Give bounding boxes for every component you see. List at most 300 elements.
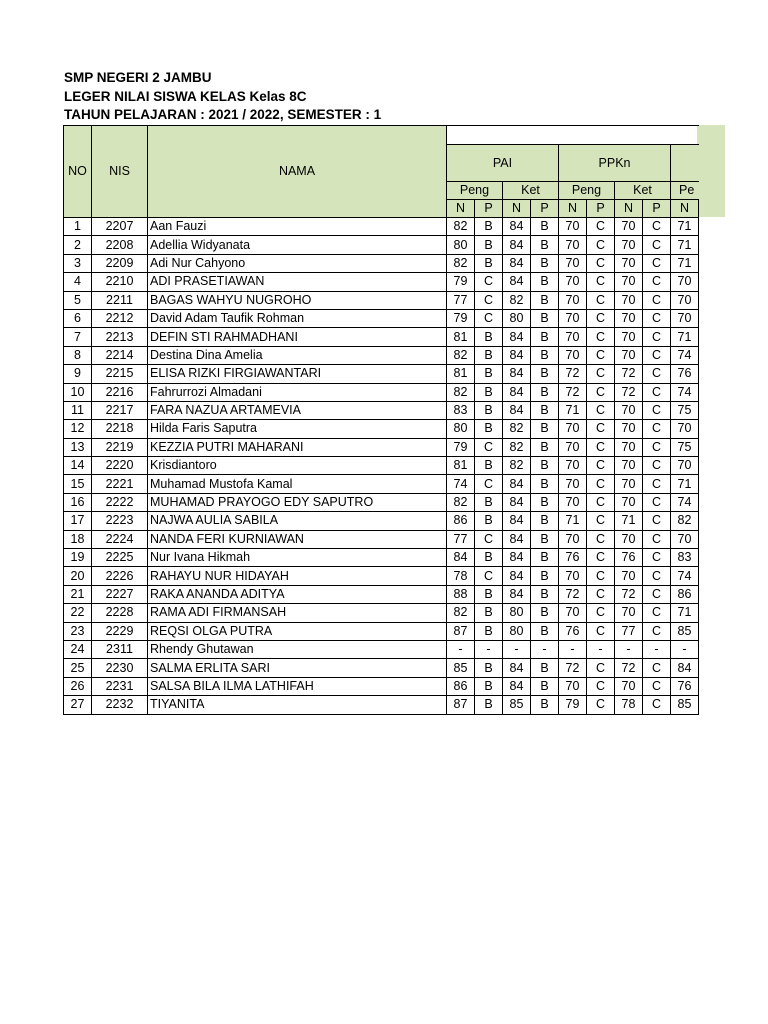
cell-ppkn-ket-n: 70 xyxy=(615,493,643,511)
cell-pai-ket-n: 84 xyxy=(503,383,531,401)
grade-table xyxy=(63,125,699,715)
cell-nama: RAHAYU NUR HIDAYAH xyxy=(148,567,447,585)
cell-pai-ket-n: 80 xyxy=(503,309,531,327)
cell-next-peng-n: 85 xyxy=(671,622,699,640)
cell-ppkn-peng-n: 76 xyxy=(559,622,587,640)
cell-ppkn-ket-n: 70 xyxy=(615,346,643,364)
cell-pai-peng-n: 85 xyxy=(447,659,475,677)
cell-ppkn-peng-p: C xyxy=(587,328,615,346)
cell-ppkn-ket-n: 70 xyxy=(615,530,643,548)
cell-next-peng-n: 70 xyxy=(671,457,699,475)
cell-ppkn-peng-p: - xyxy=(587,640,615,658)
table-row xyxy=(64,365,699,383)
cell-ppkn-ket-n: 70 xyxy=(615,677,643,695)
cell-nama: Adi Nur Cahyono xyxy=(148,254,447,272)
cell-ppkn-peng-p: C xyxy=(587,475,615,493)
cell-ppkn-ket-n: 70 xyxy=(615,273,643,291)
cell-pai-ket-n: 84 xyxy=(503,493,531,511)
cell-pai-ket-p: B xyxy=(531,420,559,438)
header-peng-clipped: Pe xyxy=(671,182,699,200)
cell-pai-peng-p: B xyxy=(475,236,503,254)
header-n: N xyxy=(615,200,643,218)
header-nis: NIS xyxy=(92,126,148,218)
cell-pai-ket-p: B xyxy=(531,677,559,695)
cell-ppkn-ket-p: C xyxy=(643,512,671,530)
cell-pai-peng-n: 87 xyxy=(447,622,475,640)
cell-ppkn-peng-n: 70 xyxy=(559,346,587,364)
cell-pai-peng-p: C xyxy=(475,438,503,456)
cell-ppkn-ket-p: C xyxy=(643,549,671,567)
cell-pai-peng-p: B xyxy=(475,493,503,511)
table-row xyxy=(64,438,699,456)
cell-next-peng-n: 74 xyxy=(671,567,699,585)
cell-pai-peng-p: B xyxy=(475,383,503,401)
cell-nama: SALSA BILA ILMA LATHIFAH xyxy=(148,677,447,695)
cell-ppkn-peng-p: C xyxy=(587,236,615,254)
cell-ppkn-ket-p: C xyxy=(643,659,671,677)
cell-pai-ket-n: 82 xyxy=(503,457,531,475)
cell-pai-peng-n: 81 xyxy=(447,365,475,383)
cell-pai-peng-n: 74 xyxy=(447,475,475,493)
cell-pai-ket-p: B xyxy=(531,457,559,475)
cell-pai-peng-p: B xyxy=(475,457,503,475)
cell-pai-peng-p: B xyxy=(475,696,503,714)
cell-ppkn-peng-p: C xyxy=(587,622,615,640)
cell-ppkn-peng-n: 70 xyxy=(559,677,587,695)
cell-pai-peng-p: B xyxy=(475,585,503,603)
cell-nama: Aan Fauzi xyxy=(148,218,447,236)
cell-ppkn-ket-n: 70 xyxy=(615,457,643,475)
cell-ppkn-peng-p: C xyxy=(587,530,615,548)
academic-year: TAHUN PELAJARAN : 2021 / 2022, SEMESTER : 1 xyxy=(64,107,382,122)
cell-nama: RAKA ANANDA ADITYA xyxy=(148,585,447,603)
table-row xyxy=(64,273,699,291)
cell-ppkn-ket-p: C xyxy=(643,346,671,364)
cell-pai-peng-n: 82 xyxy=(447,218,475,236)
cell-no: 26 xyxy=(64,677,92,695)
cell-no: 6 xyxy=(64,309,92,327)
cell-pai-ket-p: B xyxy=(531,383,559,401)
cell-pai-peng-p: C xyxy=(475,530,503,548)
cell-pai-peng-n: 86 xyxy=(447,677,475,695)
header-subject-next xyxy=(671,145,699,182)
cell-nis: 2208 xyxy=(92,236,148,254)
cell-no: 23 xyxy=(64,622,92,640)
cell-pai-peng-n: 77 xyxy=(447,530,475,548)
cell-nis: 2211 xyxy=(92,291,148,309)
cell-pai-ket-p: B xyxy=(531,365,559,383)
cell-pai-peng-n: 79 xyxy=(447,309,475,327)
cell-ppkn-ket-n: 70 xyxy=(615,475,643,493)
cell-next-peng-n: 74 xyxy=(671,493,699,511)
table-row xyxy=(64,218,699,236)
cell-next-peng-n: 76 xyxy=(671,677,699,695)
cell-no: 19 xyxy=(64,549,92,567)
cell-nis: 2311 xyxy=(92,640,148,658)
cell-pai-ket-p: B xyxy=(531,273,559,291)
cell-ppkn-ket-p: C xyxy=(643,365,671,383)
cell-ppkn-peng-p: C xyxy=(587,218,615,236)
cell-no: 3 xyxy=(64,254,92,272)
cell-ppkn-peng-p: C xyxy=(587,659,615,677)
table-row xyxy=(64,622,699,640)
cell-pai-ket-n: 84 xyxy=(503,585,531,603)
cell-ppkn-ket-p: C xyxy=(643,438,671,456)
cell-ppkn-peng-n: 70 xyxy=(559,420,587,438)
table-row xyxy=(64,659,699,677)
cell-ppkn-peng-p: C xyxy=(587,309,615,327)
cell-next-peng-n: 71 xyxy=(671,328,699,346)
cell-no: 7 xyxy=(64,328,92,346)
cell-ppkn-ket-p: C xyxy=(643,254,671,272)
cell-ppkn-peng-p: C xyxy=(587,585,615,603)
cell-ppkn-ket-p: C xyxy=(643,401,671,419)
cell-ppkn-peng-p: C xyxy=(587,254,615,272)
cell-pai-ket-p: B xyxy=(531,512,559,530)
cell-next-peng-n: 70 xyxy=(671,309,699,327)
cell-ppkn-peng-n: 70 xyxy=(559,328,587,346)
cell-pai-ket-p: B xyxy=(531,530,559,548)
cell-next-peng-n: 70 xyxy=(671,291,699,309)
cell-nama: NAJWA AULIA SABILA xyxy=(148,512,447,530)
cell-nama: TIYANITA xyxy=(148,696,447,714)
cell-next-peng-n: 82 xyxy=(671,512,699,530)
cell-ppkn-ket-p: C xyxy=(643,273,671,291)
cell-no: 11 xyxy=(64,401,92,419)
document-header xyxy=(64,69,381,125)
cell-next-peng-n: 83 xyxy=(671,549,699,567)
header-p: P xyxy=(587,200,615,218)
table-row xyxy=(64,457,699,475)
cell-nis: 2226 xyxy=(92,567,148,585)
cell-ppkn-ket-n: 70 xyxy=(615,401,643,419)
cell-pai-ket-p: B xyxy=(531,567,559,585)
cell-nis: 2225 xyxy=(92,549,148,567)
cell-nis: 2221 xyxy=(92,475,148,493)
cell-ppkn-peng-p: C xyxy=(587,383,615,401)
cell-ppkn-ket-n: 77 xyxy=(615,622,643,640)
cell-ppkn-peng-n: 70 xyxy=(559,530,587,548)
cell-no: 12 xyxy=(64,420,92,438)
document-title: LEGER NILAI SISWA KELAS Kelas 8C xyxy=(64,88,307,104)
cell-pai-peng-p: B xyxy=(475,254,503,272)
cell-nis: 2209 xyxy=(92,254,148,272)
cell-next-peng-n: 86 xyxy=(671,585,699,603)
cell-nama: Fahrurrozi Almadani xyxy=(148,383,447,401)
cell-pai-peng-n: 81 xyxy=(447,457,475,475)
cell-ppkn-ket-n: 72 xyxy=(615,585,643,603)
cell-nama: Adellia Widyanata xyxy=(148,236,447,254)
header-subject-pai: PAI xyxy=(447,145,559,182)
header-ket: Ket xyxy=(503,182,559,200)
cell-pai-peng-n: 79 xyxy=(447,273,475,291)
cell-ppkn-ket-p: C xyxy=(643,309,671,327)
cell-ppkn-ket-n: 72 xyxy=(615,365,643,383)
cell-ppkn-peng-n: 72 xyxy=(559,365,587,383)
cell-nis: 2228 xyxy=(92,604,148,622)
cell-ppkn-ket-n: 70 xyxy=(615,291,643,309)
cell-pai-ket-p: B xyxy=(531,549,559,567)
cell-nis: 2230 xyxy=(92,659,148,677)
cell-ppkn-ket-p: C xyxy=(643,604,671,622)
cell-next-peng-n: 70 xyxy=(671,530,699,548)
cell-no: 10 xyxy=(64,383,92,401)
header-peng: Peng xyxy=(559,182,615,200)
table-row xyxy=(64,346,699,364)
cell-ppkn-ket-n: 71 xyxy=(615,512,643,530)
cell-ppkn-peng-n: 79 xyxy=(559,696,587,714)
cell-next-peng-n: 74 xyxy=(671,346,699,364)
cell-pai-ket-n: 84 xyxy=(503,365,531,383)
cell-nis: 2213 xyxy=(92,328,148,346)
cell-ppkn-peng-n: 70 xyxy=(559,567,587,585)
cell-pai-peng-p: B xyxy=(475,401,503,419)
cell-pai-ket-p: B xyxy=(531,328,559,346)
cell-ppkn-ket-p: - xyxy=(643,640,671,658)
cell-ppkn-ket-p: C xyxy=(643,530,671,548)
cell-nama: BAGAS WAHYU NUGROHO xyxy=(148,291,447,309)
cell-pai-peng-n: 83 xyxy=(447,401,475,419)
header-n: N xyxy=(559,200,587,218)
table-row xyxy=(64,328,699,346)
cell-ppkn-peng-p: C xyxy=(587,457,615,475)
cell-pai-ket-p: B xyxy=(531,659,559,677)
cell-pai-peng-p: C xyxy=(475,309,503,327)
cell-nis: 2232 xyxy=(92,696,148,714)
cell-pai-ket-p: B xyxy=(531,236,559,254)
cell-no: 15 xyxy=(64,475,92,493)
cell-pai-ket-n: 84 xyxy=(503,273,531,291)
table-row xyxy=(64,696,699,714)
header-n: N xyxy=(503,200,531,218)
cell-ppkn-peng-n: 76 xyxy=(559,549,587,567)
header-ket: Ket xyxy=(615,182,671,200)
cell-nama: MUHAMAD PRAYOGO EDY SAPUTRO xyxy=(148,493,447,511)
cell-nama: ELISA RIZKI FIRGIAWANTARI xyxy=(148,365,447,383)
cell-pai-ket-n: 82 xyxy=(503,420,531,438)
cell-ppkn-ket-p: C xyxy=(643,475,671,493)
cell-ppkn-ket-n: 70 xyxy=(615,438,643,456)
table-row xyxy=(64,401,699,419)
cell-no: 25 xyxy=(64,659,92,677)
cell-ppkn-ket-p: C xyxy=(643,291,671,309)
cell-pai-peng-n: 77 xyxy=(447,291,475,309)
cell-nama: RAMA ADI FIRMANSAH xyxy=(148,604,447,622)
cell-pai-ket-n: - xyxy=(503,640,531,658)
cell-pai-ket-p: B xyxy=(531,438,559,456)
cell-nis: 2227 xyxy=(92,585,148,603)
cell-pai-ket-n: 84 xyxy=(503,401,531,419)
cell-ppkn-peng-n: 70 xyxy=(559,438,587,456)
cell-ppkn-ket-n: 70 xyxy=(615,328,643,346)
cell-ppkn-ket-p: C xyxy=(643,567,671,585)
cell-ppkn-ket-p: C xyxy=(643,677,671,695)
table-row xyxy=(64,549,699,567)
cell-no: 13 xyxy=(64,438,92,456)
cell-pai-ket-p: B xyxy=(531,493,559,511)
cell-nis: 2214 xyxy=(92,346,148,364)
cell-pai-peng-p: B xyxy=(475,420,503,438)
cell-nis: 2223 xyxy=(92,512,148,530)
cell-ppkn-ket-n: 70 xyxy=(615,254,643,272)
cell-ppkn-ket-p: C xyxy=(643,218,671,236)
cell-pai-peng-p: B xyxy=(475,218,503,236)
cell-nis: 2219 xyxy=(92,438,148,456)
cell-pai-peng-n: 78 xyxy=(447,567,475,585)
cell-ppkn-ket-n: 70 xyxy=(615,309,643,327)
cell-no: 2 xyxy=(64,236,92,254)
cell-nama: ADI PRASETIAWAN xyxy=(148,273,447,291)
cell-pai-peng-n: 87 xyxy=(447,696,475,714)
cell-pai-ket-n: 84 xyxy=(503,567,531,585)
cell-ppkn-peng-n: 71 xyxy=(559,401,587,419)
table-row xyxy=(64,420,699,438)
table-row xyxy=(64,254,699,272)
cell-nis: 2207 xyxy=(92,218,148,236)
cell-ppkn-ket-n: - xyxy=(615,640,643,658)
cell-pai-peng-p: B xyxy=(475,549,503,567)
cell-no: 14 xyxy=(64,457,92,475)
header-fill-overflow xyxy=(697,125,725,217)
cell-next-peng-n: 71 xyxy=(671,236,699,254)
cell-nama: REQSI OLGA PUTRA xyxy=(148,622,447,640)
header-nama: NAMA xyxy=(148,126,447,218)
cell-nis: 2212 xyxy=(92,309,148,327)
cell-ppkn-peng-n: 72 xyxy=(559,659,587,677)
cell-pai-peng-p: C xyxy=(475,567,503,585)
cell-pai-ket-p: B xyxy=(531,696,559,714)
cell-next-peng-n: 76 xyxy=(671,365,699,383)
cell-ppkn-peng-n: 72 xyxy=(559,383,587,401)
table-row xyxy=(64,512,699,530)
table-row xyxy=(64,567,699,585)
cell-pai-ket-n: 84 xyxy=(503,530,531,548)
cell-ppkn-ket-p: C xyxy=(643,328,671,346)
cell-no: 24 xyxy=(64,640,92,658)
cell-pai-ket-p: - xyxy=(531,640,559,658)
cell-pai-ket-n: 84 xyxy=(503,659,531,677)
cell-pai-peng-p: C xyxy=(475,475,503,493)
header-p: P xyxy=(531,200,559,218)
cell-ppkn-peng-n: 70 xyxy=(559,457,587,475)
cell-ppkn-peng-n: 70 xyxy=(559,493,587,511)
cell-nis: 2217 xyxy=(92,401,148,419)
header-p: P xyxy=(643,200,671,218)
cell-ppkn-ket-n: 72 xyxy=(615,383,643,401)
cell-ppkn-ket-n: 70 xyxy=(615,218,643,236)
cell-ppkn-ket-p: C xyxy=(643,457,671,475)
cell-ppkn-ket-p: C xyxy=(643,585,671,603)
cell-pai-ket-n: 80 xyxy=(503,604,531,622)
cell-pai-peng-n: 88 xyxy=(447,585,475,603)
cell-pai-peng-n: 86 xyxy=(447,512,475,530)
cell-next-peng-n: 84 xyxy=(671,659,699,677)
cell-no: 9 xyxy=(64,365,92,383)
grade-table-container xyxy=(63,125,699,715)
cell-no: 18 xyxy=(64,530,92,548)
cell-nis: 2229 xyxy=(92,622,148,640)
cell-next-peng-n: 85 xyxy=(671,696,699,714)
cell-pai-peng-p: B xyxy=(475,677,503,695)
cell-ppkn-ket-n: 70 xyxy=(615,567,643,585)
cell-pai-ket-n: 84 xyxy=(503,475,531,493)
cell-pai-ket-n: 84 xyxy=(503,677,531,695)
cell-ppkn-peng-n: 71 xyxy=(559,512,587,530)
cell-no: 5 xyxy=(64,291,92,309)
cell-next-peng-n: 70 xyxy=(671,420,699,438)
cell-ppkn-ket-p: C xyxy=(643,696,671,714)
cell-ppkn-ket-n: 70 xyxy=(615,236,643,254)
cell-pai-ket-p: B xyxy=(531,585,559,603)
cell-pai-peng-n: 80 xyxy=(447,420,475,438)
cell-nama: DEFIN STI RAHMADHANI xyxy=(148,328,447,346)
cell-next-peng-n: 71 xyxy=(671,475,699,493)
school-name: SMP NEGERI 2 JAMBU xyxy=(64,70,212,85)
cell-ppkn-ket-n: 70 xyxy=(615,604,643,622)
cell-pai-ket-p: B xyxy=(531,291,559,309)
cell-next-peng-n: 71 xyxy=(671,218,699,236)
student-rows xyxy=(64,218,699,715)
cell-ppkn-ket-n: 70 xyxy=(615,420,643,438)
cell-nama: Nur Ivana Hikmah xyxy=(148,549,447,567)
cell-ppkn-peng-n: 72 xyxy=(559,585,587,603)
cell-nama: SALMA ERLITA SARI xyxy=(148,659,447,677)
cell-no: 4 xyxy=(64,273,92,291)
cell-nis: 2220 xyxy=(92,457,148,475)
cell-ppkn-peng-p: C xyxy=(587,291,615,309)
cell-ppkn-peng-n: 70 xyxy=(559,254,587,272)
cell-ppkn-peng-p: C xyxy=(587,549,615,567)
cell-pai-peng-n: 82 xyxy=(447,346,475,364)
cell-next-peng-n: 71 xyxy=(671,254,699,272)
cell-nis: 2231 xyxy=(92,677,148,695)
cell-ppkn-peng-p: C xyxy=(587,567,615,585)
cell-no: 20 xyxy=(64,567,92,585)
cell-pai-peng-p: B xyxy=(475,659,503,677)
cell-nis: 2218 xyxy=(92,420,148,438)
cell-ppkn-peng-n: 70 xyxy=(559,236,587,254)
cell-pai-peng-p: C xyxy=(475,291,503,309)
cell-ppkn-ket-n: 72 xyxy=(615,659,643,677)
cell-pai-peng-p: B xyxy=(475,512,503,530)
cell-no: 22 xyxy=(64,604,92,622)
cell-no: 17 xyxy=(64,512,92,530)
cell-ppkn-peng-n: - xyxy=(559,640,587,658)
cell-pai-peng-n: 82 xyxy=(447,254,475,272)
cell-pai-ket-p: B xyxy=(531,309,559,327)
cell-nama: David Adam Taufik Rohman xyxy=(148,309,447,327)
cell-nama: Hilda Faris Saputra xyxy=(148,420,447,438)
table-row xyxy=(64,604,699,622)
cell-nama: Destina Dina Amelia xyxy=(148,346,447,364)
table-row xyxy=(64,309,699,327)
table-row xyxy=(64,640,699,658)
cell-ppkn-peng-p: C xyxy=(587,604,615,622)
cell-pai-peng-n: 84 xyxy=(447,549,475,567)
cell-pai-ket-n: 84 xyxy=(503,254,531,272)
cell-pai-ket-n: 84 xyxy=(503,218,531,236)
cell-pai-peng-p: B xyxy=(475,328,503,346)
cell-pai-peng-p: B xyxy=(475,365,503,383)
cell-next-peng-n: 74 xyxy=(671,383,699,401)
cell-pai-ket-p: B xyxy=(531,604,559,622)
cell-ppkn-peng-p: C xyxy=(587,401,615,419)
table-row xyxy=(64,585,699,603)
cell-ppkn-peng-n: 70 xyxy=(559,273,587,291)
header-n: N xyxy=(671,200,699,218)
cell-nama: FARA NAZUA ARTAMEVIA xyxy=(148,401,447,419)
cell-pai-ket-n: 85 xyxy=(503,696,531,714)
